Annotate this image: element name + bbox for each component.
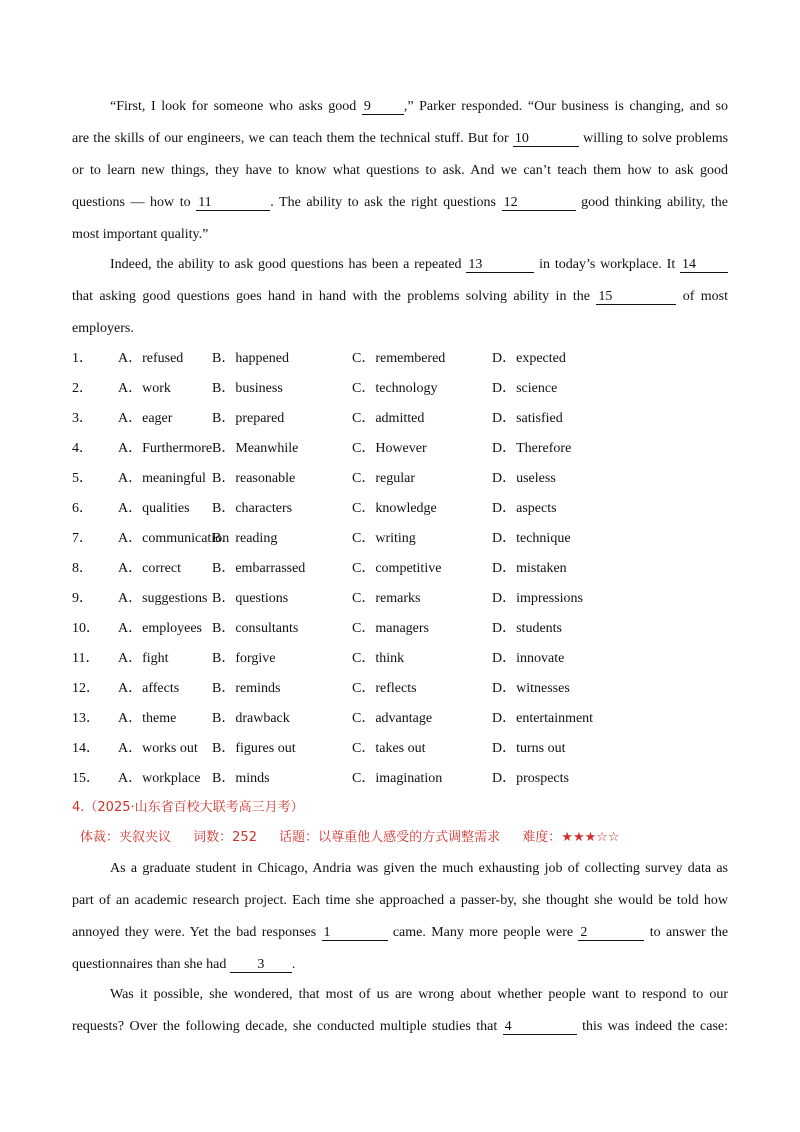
option-c: C．remarks: [352, 591, 421, 606]
option-row: [72, 530, 728, 548]
text: that asking good questions goes hand in hand with the problems solving ability in the: [72, 289, 590, 304]
option-a: A．suggestions: [118, 591, 208, 606]
option-c: C．remembered: [352, 351, 446, 366]
text: are the skills of our engineers, we can teach them the technical stuff. But for: [72, 131, 509, 146]
passage-line: [110, 98, 728, 116]
option-number: 6．: [72, 501, 93, 516]
option-row: [72, 740, 728, 758]
blank-3: 3: [230, 957, 292, 973]
option-a: A．theme: [118, 711, 177, 726]
meta-genre: 体裁：夹叙夹议: [80, 830, 172, 845]
option-b: B．business: [212, 381, 283, 396]
text: willing to solve problems: [583, 131, 729, 146]
option-b: B．forgive: [212, 651, 276, 666]
option-b: B．reasonable: [212, 471, 296, 486]
option-number: 1．: [72, 351, 93, 366]
option-row: [72, 470, 728, 488]
meta-difficulty-label: 难度：: [522, 830, 562, 845]
option-b: B．reminds: [212, 681, 281, 696]
option-number: 5．: [72, 471, 93, 486]
option-b: B．minds: [212, 771, 270, 786]
option-b: B．questions: [212, 591, 289, 606]
blank-13: 13: [466, 257, 534, 273]
blank-11: 11: [196, 195, 270, 211]
option-number: 7．: [72, 531, 93, 546]
option-b: B．consultants: [212, 621, 299, 636]
option-b: B．characters: [212, 501, 293, 516]
option-row: [72, 560, 728, 578]
option-a: A．fight: [118, 651, 169, 666]
text: annoyed they were. Yet the bad responses: [72, 925, 317, 940]
passage-line: [72, 130, 728, 148]
option-number: 14．: [72, 741, 100, 756]
option-c: C．writing: [352, 531, 416, 546]
option-b: B．happened: [212, 351, 289, 366]
option-number: 2．: [72, 381, 93, 396]
meta-topic: 话题：以尊重他人感受的方式调整需求: [279, 830, 501, 845]
text: this was indeed the case:: [582, 1019, 729, 1034]
option-a: A．Furthermore: [118, 441, 213, 456]
option-c: C．admitted: [352, 411, 425, 426]
text: good thinking ability, the: [581, 195, 729, 210]
option-d: D．mistaken: [492, 561, 567, 576]
text: questionnaires than she had: [72, 957, 227, 972]
option-c: C．technology: [352, 381, 438, 396]
option-d: D．entertainment: [492, 711, 594, 726]
option-c: C．regular: [352, 471, 415, 486]
option-number: 11．: [72, 651, 100, 666]
option-number: 9．: [72, 591, 93, 606]
option-c: C．reflects: [352, 681, 417, 696]
text: Indeed, the ability to ask good questions has been a repeated: [110, 257, 462, 272]
blank-1: 1: [322, 925, 388, 941]
blank-12: 12: [502, 195, 576, 211]
blank-4: 4: [503, 1019, 577, 1035]
option-row: [72, 650, 728, 668]
option-d: D．students: [492, 621, 562, 636]
passage-meta: [80, 829, 638, 847]
option-d: D．prospects: [492, 771, 569, 786]
text: to answer the: [649, 925, 729, 940]
passage-line: or to learn new things, they have to know what questions to ask. And we can’t teach them how to ask good: [72, 163, 728, 178]
option-row: [72, 350, 728, 368]
option-row: [72, 710, 728, 728]
option-row: [72, 680, 728, 698]
option-d: D．Therefore: [492, 441, 572, 456]
option-a: A．workplace: [118, 771, 201, 786]
option-a: A．works out: [118, 741, 198, 756]
text: requests? Over the following decade, she conducted multiple studies that: [72, 1019, 498, 1034]
option-d: D．expected: [492, 351, 566, 366]
text: .: [291, 957, 296, 972]
option-a: A．correct: [118, 561, 181, 576]
option-d: D．satisfied: [492, 411, 563, 426]
option-d: D．impressions: [492, 591, 583, 606]
option-row: [72, 410, 728, 428]
option-number: 15．: [72, 771, 100, 786]
option-c: C．think: [352, 651, 405, 666]
passage-line: [72, 288, 728, 306]
blank-14: 14: [680, 257, 728, 273]
passage-line: most important quality.”: [72, 227, 209, 242]
option-row: [72, 620, 728, 638]
option-c: C．knowledge: [352, 501, 437, 516]
passage-line: part of an academic research project. Each time she approached a passer-by, she thought she would be told how: [72, 893, 728, 908]
option-b: B．drawback: [212, 711, 290, 726]
passage-line: [110, 256, 728, 274]
option-number: 13．: [72, 711, 100, 726]
option-c: C．competitive: [352, 561, 442, 576]
text: questions — how to: [72, 195, 191, 210]
passage-line: [72, 1018, 728, 1036]
blank-2: 2: [578, 925, 644, 941]
option-row: [72, 770, 728, 788]
option-d: D．innovate: [492, 651, 565, 666]
option-row: [72, 440, 728, 458]
blank-15: 15: [596, 289, 676, 305]
option-number: 12．: [72, 681, 100, 696]
option-a: A．employees: [118, 621, 202, 636]
option-c: C．takes out: [352, 741, 426, 756]
text: “First, I look for someone who asks good: [110, 99, 357, 114]
option-d: D．turns out: [492, 741, 566, 756]
passage-line: Was it possible, she wondered, that most of us are wrong about whether people want to respond to our: [110, 987, 728, 1002]
option-d: D．witnesses: [492, 681, 570, 696]
passage-line: As a graduate student in Chicago, Andria was given the much exhausting job of collecting survey data as: [110, 861, 728, 876]
blank-9: 9: [362, 99, 404, 115]
section-heading: 4.（2025·山东省百校大联考高三月考）: [72, 800, 304, 815]
option-d: D．science: [492, 381, 558, 396]
option-a: A．qualities: [118, 501, 190, 516]
option-b: B．Meanwhile: [212, 441, 299, 456]
option-d: D．technique: [492, 531, 571, 546]
option-c: C．managers: [352, 621, 429, 636]
option-row: [72, 590, 728, 608]
option-number: 10．: [72, 621, 100, 636]
text: of most: [682, 289, 728, 304]
text: in today’s workplace. It: [539, 257, 676, 272]
option-c: C．advantage: [352, 711, 433, 726]
option-row: [72, 380, 728, 398]
option-b: B．embarrassed: [212, 561, 306, 576]
option-a: A．work: [118, 381, 171, 396]
text: . The ability to ask the right questions: [270, 195, 496, 210]
option-b: B．reading: [212, 531, 278, 546]
passage-line: employers.: [72, 321, 134, 336]
difficulty-stars: ★★★☆☆: [561, 830, 620, 845]
passage-line: [72, 956, 728, 974]
option-a: A．meaningful: [118, 471, 206, 486]
text: came. Many more people were: [392, 925, 574, 940]
option-d: D．aspects: [492, 501, 557, 516]
text: ,” Parker responded. “Our business is changing, and so: [403, 99, 728, 114]
option-a: A．affects: [118, 681, 180, 696]
option-row: [72, 500, 728, 518]
option-a: A．refused: [118, 351, 184, 366]
option-a: A．eager: [118, 411, 173, 426]
option-number: 3．: [72, 411, 93, 426]
option-number: 4．: [72, 441, 93, 456]
option-a: A．communication: [118, 531, 230, 546]
option-c: C．However: [352, 441, 427, 456]
option-c: C．imagination: [352, 771, 443, 786]
option-d: D．useless: [492, 471, 556, 486]
option-b: B．prepared: [212, 411, 285, 426]
option-b: B．figures out: [212, 741, 296, 756]
option-number: 8．: [72, 561, 93, 576]
blank-10: 10: [513, 131, 579, 147]
meta-words: 词数：252: [193, 830, 257, 845]
passage-line: [72, 924, 728, 942]
passage-line: [72, 194, 728, 212]
